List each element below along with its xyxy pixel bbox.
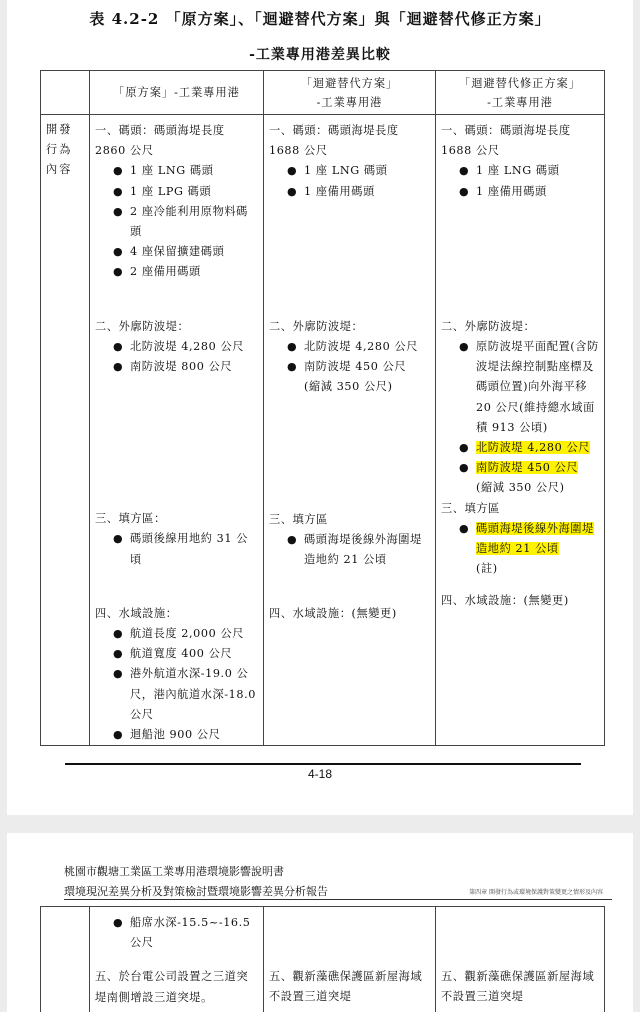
cell-original <box>90 115 264 746</box>
list-item: ● 碼頭海堤後線外海圍堤造地約 21 公頃 <box>287 530 431 570</box>
table-title: 表 4.2-2 「原方案」、「迴避替代方案」與「迴避替代修正方案」 <box>89 10 551 28</box>
section-heading: 一、碼頭：碼頭海堤長度 <box>95 124 225 137</box>
section-heading: 一、碼頭：碼頭海堤長度 <box>441 124 571 137</box>
section-heading: 四、水域設施： <box>95 606 178 620</box>
comparison-table-continued <box>40 906 605 1012</box>
breakwater-list <box>441 337 600 478</box>
section-heading: 三、填方區 <box>441 501 500 515</box>
section-heading: 二、外廓防波堤： <box>269 319 364 333</box>
list-item: ● 船席水深-15.5~-16.5 公尺 <box>113 913 259 953</box>
header-original: 「原方案」-工業專用港 <box>90 71 264 115</box>
list-item: ● 1 座 LNG 碼頭 <box>459 161 600 181</box>
section-heading: 五、觀新藻礁保護區新屋海域不設置三道突堤 <box>441 970 595 1004</box>
chapter-header: 第四章 開發行為或環境保護對策變更之情形及內容 <box>469 889 603 896</box>
wharf-list <box>95 161 259 282</box>
section-heading: 二、外廓防波堤： <box>441 319 536 333</box>
cell-revised <box>436 115 605 746</box>
table-row <box>41 907 605 1012</box>
table-subtitle: -工業專用港差異比較 <box>249 47 391 63</box>
header-alternative: 「迴避替代方案」 -工業專用港 <box>264 71 436 115</box>
document-page-1 <box>7 0 633 815</box>
list-item: ● 航道長度 2,000 公尺 <box>113 624 259 644</box>
section-heading: 一、碼頭：碼頭海堤長度 <box>269 124 399 137</box>
running-header-line1: 桃園市觀塘工業區工業專用港環境影響說明書 <box>64 865 284 878</box>
cell-original <box>90 907 264 1012</box>
wharf-length: 1688 公尺 <box>441 144 500 158</box>
water-facility-list <box>95 624 259 745</box>
list-item: ● 北防波堤 4,280 公尺 <box>113 337 259 357</box>
list-item: ● 碼頭後線用地約 31 公頃 <box>113 529 259 569</box>
table-row <box>41 115 605 746</box>
document-page-2 <box>7 833 633 1012</box>
section-heading: 四、水域設施：(無變更) <box>269 607 397 621</box>
list-item: ● 北防波堤 4,280 公尺 <box>287 337 431 357</box>
cell-alternative <box>264 907 436 1012</box>
breakwater-list <box>269 337 431 377</box>
list-item: ● 港外航道水深-19.0 公尺，港內航道水深-18.0 公尺 <box>113 664 259 725</box>
list-item: ● 2 座備用碼頭 <box>113 262 259 282</box>
comparison-table <box>40 70 605 746</box>
list-item-highlighted <box>459 458 600 478</box>
row-label <box>41 907 90 1012</box>
header-rule <box>64 899 612 900</box>
footer-rule <box>65 763 581 765</box>
highlight: 南防波堤 450 公尺 <box>476 461 579 475</box>
header-empty-cell <box>41 71 90 115</box>
list-item: ● 1 座 LNG 碼頭 <box>287 161 431 181</box>
section-heading: 五、於台電公司設置之三道突堤南側增設三道突堤。 <box>95 970 249 1004</box>
section-heading: 五、觀新藻礁保護區新屋海域不設置三道突堤 <box>269 970 423 1004</box>
page-number: 4-18 <box>307 767 333 781</box>
water-facility-list <box>95 913 259 953</box>
list-item: ● 1 座 LNG 碼頭 <box>113 161 259 181</box>
wharf-length: 2860 公尺 <box>95 144 154 158</box>
reduction-note: (縮減 350 公尺) <box>304 380 393 394</box>
list-item: ● 1 座 LPG 碼頭 <box>113 182 259 202</box>
list-item: ● 南防波堤 800 公尺 <box>113 357 259 377</box>
wharf-list <box>441 161 600 201</box>
wharf-list <box>269 161 431 201</box>
highlight: 碼頭海堤後線外海圍堤造地約 21 公頃 <box>476 521 594 556</box>
list-item: ● 南防波堤 450 公尺 <box>287 357 431 377</box>
reclamation-list <box>269 530 431 570</box>
reclamation-list <box>441 519 600 559</box>
breakwater-list <box>95 337 259 377</box>
cell-revised <box>436 907 605 1012</box>
table-header-row <box>41 71 605 115</box>
footnote-mark: (註) <box>476 562 498 576</box>
list-item: ● 1 座備用碼頭 <box>287 182 431 202</box>
row-label: 開發 行為 內容 <box>41 115 90 746</box>
reclamation-list <box>95 529 259 569</box>
list-item: ● 1 座備用碼頭 <box>459 182 600 202</box>
list-item: ● 2 座冷能利用原物料碼頭 <box>113 202 259 242</box>
cell-alternative <box>264 115 436 746</box>
list-item: ● 迴船池 900 公尺 <box>113 725 259 745</box>
header-revised: 「迴避替代修正方案」 -工業專用港 <box>436 71 605 115</box>
section-heading: 二、外廓防波堤： <box>95 319 190 333</box>
wharf-length: 1688 公尺 <box>269 144 328 158</box>
list-item: ● 原防波堤平面配置(含防波堤法線控制點座標及碼頭位置)向外海平移 20 公尺(維持總水域面積 913 公頃) <box>459 337 600 438</box>
section-heading: 三、填方區 <box>269 512 328 526</box>
list-item-highlighted <box>459 438 600 458</box>
reduction-note: (縮減 350 公尺) <box>476 481 565 495</box>
section-heading: 四、水域設施：(無變更) <box>441 594 569 608</box>
section-heading: 三、填方區： <box>95 512 166 526</box>
list-item: ● 航道寬度 400 公尺 <box>113 644 259 664</box>
running-header-line2: 環境現況差異分析及對策檢討暨環境影響差異分析報告 <box>64 885 328 898</box>
list-item: ● 4 座保留擴建碼頭 <box>113 242 259 262</box>
highlight: 北防波堤 4,280 公尺 <box>476 441 591 455</box>
list-item-highlighted <box>459 519 600 559</box>
